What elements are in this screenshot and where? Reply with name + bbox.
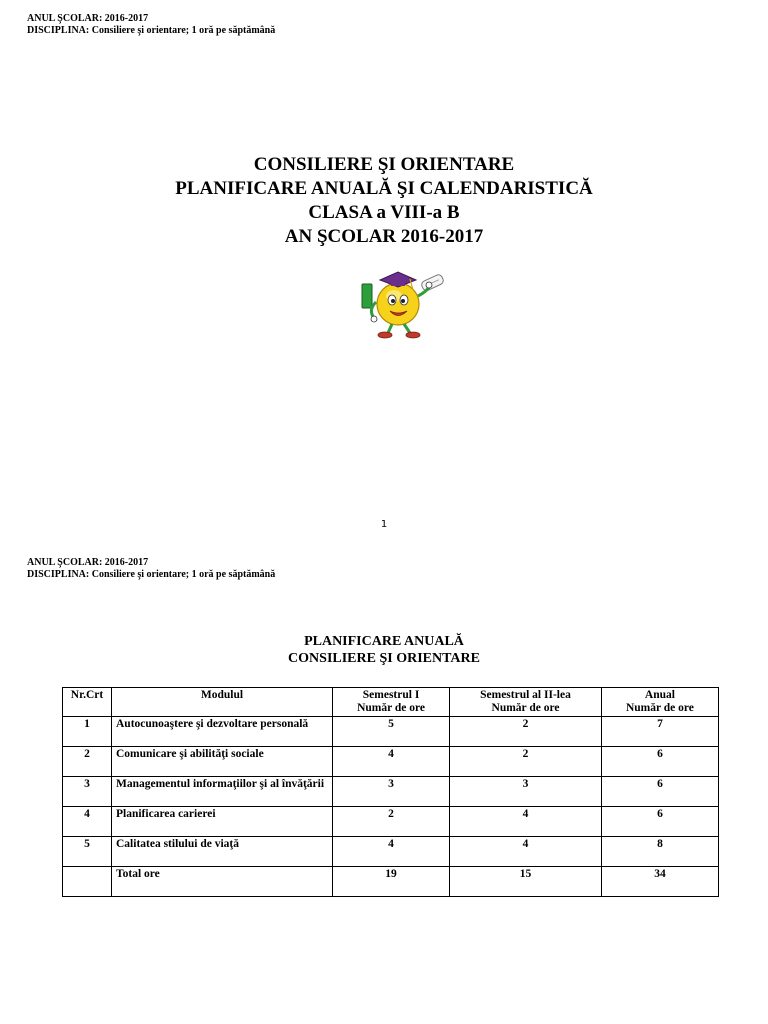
school-year-line: ANUL ŞCOLAR: 2016-2017 xyxy=(27,13,149,24)
header-nr: Nr.Crt xyxy=(63,688,112,717)
table-row xyxy=(63,747,719,777)
table-row xyxy=(63,717,719,747)
graduate-mascot-icon xyxy=(358,266,450,340)
cover-line-year: AN ŞCOLAR 2016-2017 xyxy=(284,226,484,247)
cover-line-planning: PLANIFICARE ANUALĂ ŞI CALENDARISTICĂ xyxy=(175,178,593,199)
cell-modul: Managementul informaţiilor şi al învăţării xyxy=(112,777,333,807)
table-row xyxy=(63,837,719,867)
cell-anual: 8 xyxy=(601,837,718,867)
cell-nr: 4 xyxy=(63,807,112,837)
cell-sem2: 2 xyxy=(450,717,602,747)
annual-plan-title-line1: PLANIFICARE ANUALĂ xyxy=(304,634,464,649)
total-sem1: 19 xyxy=(333,867,450,897)
cell-sem2: 4 xyxy=(450,807,602,837)
cell-sem2: 2 xyxy=(450,747,602,777)
page1-header xyxy=(27,13,275,37)
cell-anual: 6 xyxy=(601,777,718,807)
cell-sem1: 4 xyxy=(333,837,450,867)
annual-plan-title-line2: CONSILIERE ŞI ORIENTARE xyxy=(288,651,480,666)
total-sem2: 15 xyxy=(450,867,602,897)
cell-modul: Autocunoaştere şi dezvoltare personală xyxy=(112,717,333,747)
table-total-row xyxy=(63,867,719,897)
cell-sem2: 3 xyxy=(450,777,602,807)
cell-sem1: 2 xyxy=(333,807,450,837)
annual-plan-table xyxy=(62,687,719,897)
cell-sem2: 4 xyxy=(450,837,602,867)
total-anual: 34 xyxy=(601,867,718,897)
table-row xyxy=(63,807,719,837)
cover-line-subject: CONSILIERE ŞI ORIENTARE xyxy=(253,154,515,175)
cell-nr-empty xyxy=(63,867,112,897)
cell-nr: 3 xyxy=(63,777,112,807)
table-row xyxy=(63,777,719,807)
cell-sem1: 3 xyxy=(333,777,450,807)
header-modul: Modulul xyxy=(112,688,333,717)
cell-nr: 2 xyxy=(63,747,112,777)
cell-nr: 1 xyxy=(63,717,112,747)
cover-title xyxy=(0,153,768,249)
cell-sem1: 4 xyxy=(333,747,450,777)
cover-line-class: CLASA a VIII-a B xyxy=(308,202,460,223)
cell-anual: 6 xyxy=(601,747,718,777)
total-label: Total ore xyxy=(112,867,333,897)
discipline-line: DISCIPLINA: Consiliere şi orientare; 1 oră pe săptămână xyxy=(27,25,276,36)
header-sem2: Semestrul al II-lea Număr de ore xyxy=(450,688,602,717)
cell-modul: Comunicare şi abilităţi sociale xyxy=(112,747,333,777)
cell-anual: 7 xyxy=(601,717,718,747)
header-anual: Anual Număr de ore xyxy=(601,688,718,717)
table-header-row xyxy=(63,688,719,717)
page2-header xyxy=(27,557,275,581)
school-year-line: ANUL ŞCOLAR: 2016-2017 xyxy=(27,557,149,568)
cell-sem1: 5 xyxy=(333,717,450,747)
cell-anual: 6 xyxy=(601,807,718,837)
cell-nr: 5 xyxy=(63,837,112,867)
annual-plan-title xyxy=(0,633,768,667)
discipline-line: DISCIPLINA: Consiliere şi orientare; 1 oră pe săptămână xyxy=(27,569,276,580)
cell-modul: Planificarea carierei xyxy=(112,807,333,837)
cell-modul: Calitatea stilului de viaţă xyxy=(112,837,333,867)
header-sem1: Semestrul I Număr de ore xyxy=(333,688,450,717)
page-number: 1 xyxy=(380,519,388,530)
